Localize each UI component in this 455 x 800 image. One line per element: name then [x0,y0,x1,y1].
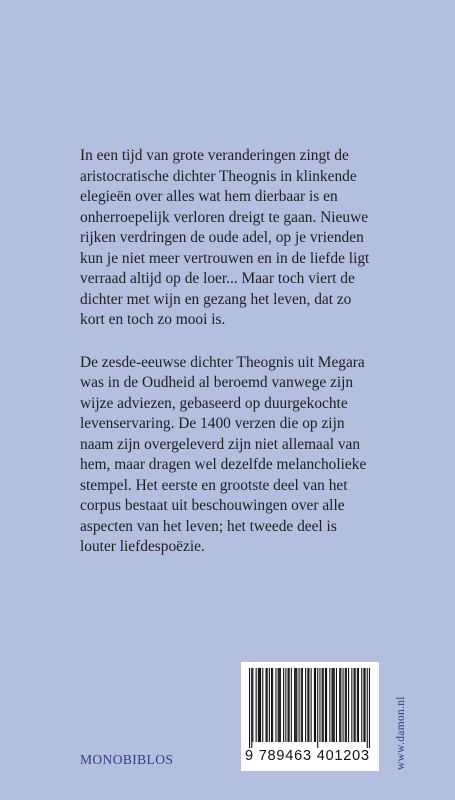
barcode-bar [258,668,259,742]
barcode-bar [278,668,279,742]
barcode-bar [302,668,303,742]
barcode-bar [326,668,327,742]
publisher-website: www.damon.nl [395,696,407,770]
barcode-bar [367,668,368,748]
barcode-bar [291,668,292,742]
barcode-bar [358,668,359,742]
blurb-paragraph-2: De zesde-eeuwse dichter Theognis uit Megara was in de Oudheid al beroemd vanwege zijn wijze adviezen, gebaseerd op duurgekochte levenservaring. De 1400 verzen die op zijn naam zijn overgeleverd zijn niet allemaal van hem, maar dragen wel dezelfde melancholieke stempel. Het eerste en grootste deel van het corpus bestaat uit beschouwingen over alle aspecten van het leven; het tweede deel is louter liefdespoëzie. [80,353,367,555]
barcode-bar [329,668,330,742]
isbn-digits: 9 789463 401203 [245,748,370,764]
barcode-bar [363,668,364,742]
barcode-bar [280,668,281,742]
barcode-bar [251,668,252,748]
barcode-bar [334,668,335,742]
barcode-bar [288,668,289,742]
isbn-barcode [241,662,379,771]
barcode-bar [343,668,344,742]
barcode-bar [314,668,315,742]
barcode-bar [272,668,273,742]
barcode-bar [271,668,272,742]
barcode-bar [325,668,326,742]
barcode-bar [336,668,337,742]
barcode-bar [323,668,324,742]
barcode-bar [317,668,318,748]
blurb-text [80,146,376,580]
barcode-bar [262,668,263,742]
barcode-bar [354,668,355,742]
barcode-bar [305,668,306,742]
blurb-paragraph-1: In een tijd van grote veranderingen zingt de aristocratische dichter Theognis in klinkende elegieën over alles wat hem dierbaar is en onherroepelijk verloren dreigt te gaan. Nieuwe rijken verdringen de oude adel, op je vrienden kun je niet meer vertrouwen en in de liefde ligt verraad altijd op de loer... Maar toch viert de dichter met wijn en gezang het leven, dat zo kort en toch zo mooi is. [80,147,370,328]
barcode-bar [294,668,295,742]
barcode-bar [357,668,358,742]
barcode-bar [285,668,286,742]
barcode-bar [308,668,309,742]
barcode-bar [266,668,267,742]
barcode-bar [301,668,302,742]
barcode-bar [267,668,268,742]
barcode-bar [299,668,300,742]
barcode-bar [315,668,316,742]
barcode-bar [361,668,362,742]
barcode-bar [279,668,280,742]
barcode-bar [252,668,253,742]
barcode-bar [339,668,340,742]
barcode-bar [307,668,308,742]
barcode-bar [322,668,323,742]
barcode-bar [256,668,257,742]
barcode-bar [289,668,290,742]
barcode-bar [259,668,260,742]
barcode-bar [275,668,276,742]
barcode-bar [351,668,352,742]
barcode-bar [295,668,296,742]
barcode-bar [369,668,370,748]
barcode-bar [333,668,334,742]
barcode-bar [283,668,284,742]
series-name: MONOBIBLOS [80,752,174,767]
barcode-bar [340,668,341,742]
barcode-bar [311,668,312,742]
barcode-bar [365,668,366,742]
barcode-bars [241,662,379,750]
barcode-bar [332,668,333,742]
barcode-bar [249,668,250,748]
barcode-bar [269,668,270,742]
barcode-bar [348,668,349,742]
barcode-bar [346,668,347,742]
barcode-bar [296,668,297,742]
barcode-bar [345,668,346,742]
barcode-bar [355,668,356,742]
barcode-bar [260,668,261,742]
barcode-bar [319,668,320,742]
